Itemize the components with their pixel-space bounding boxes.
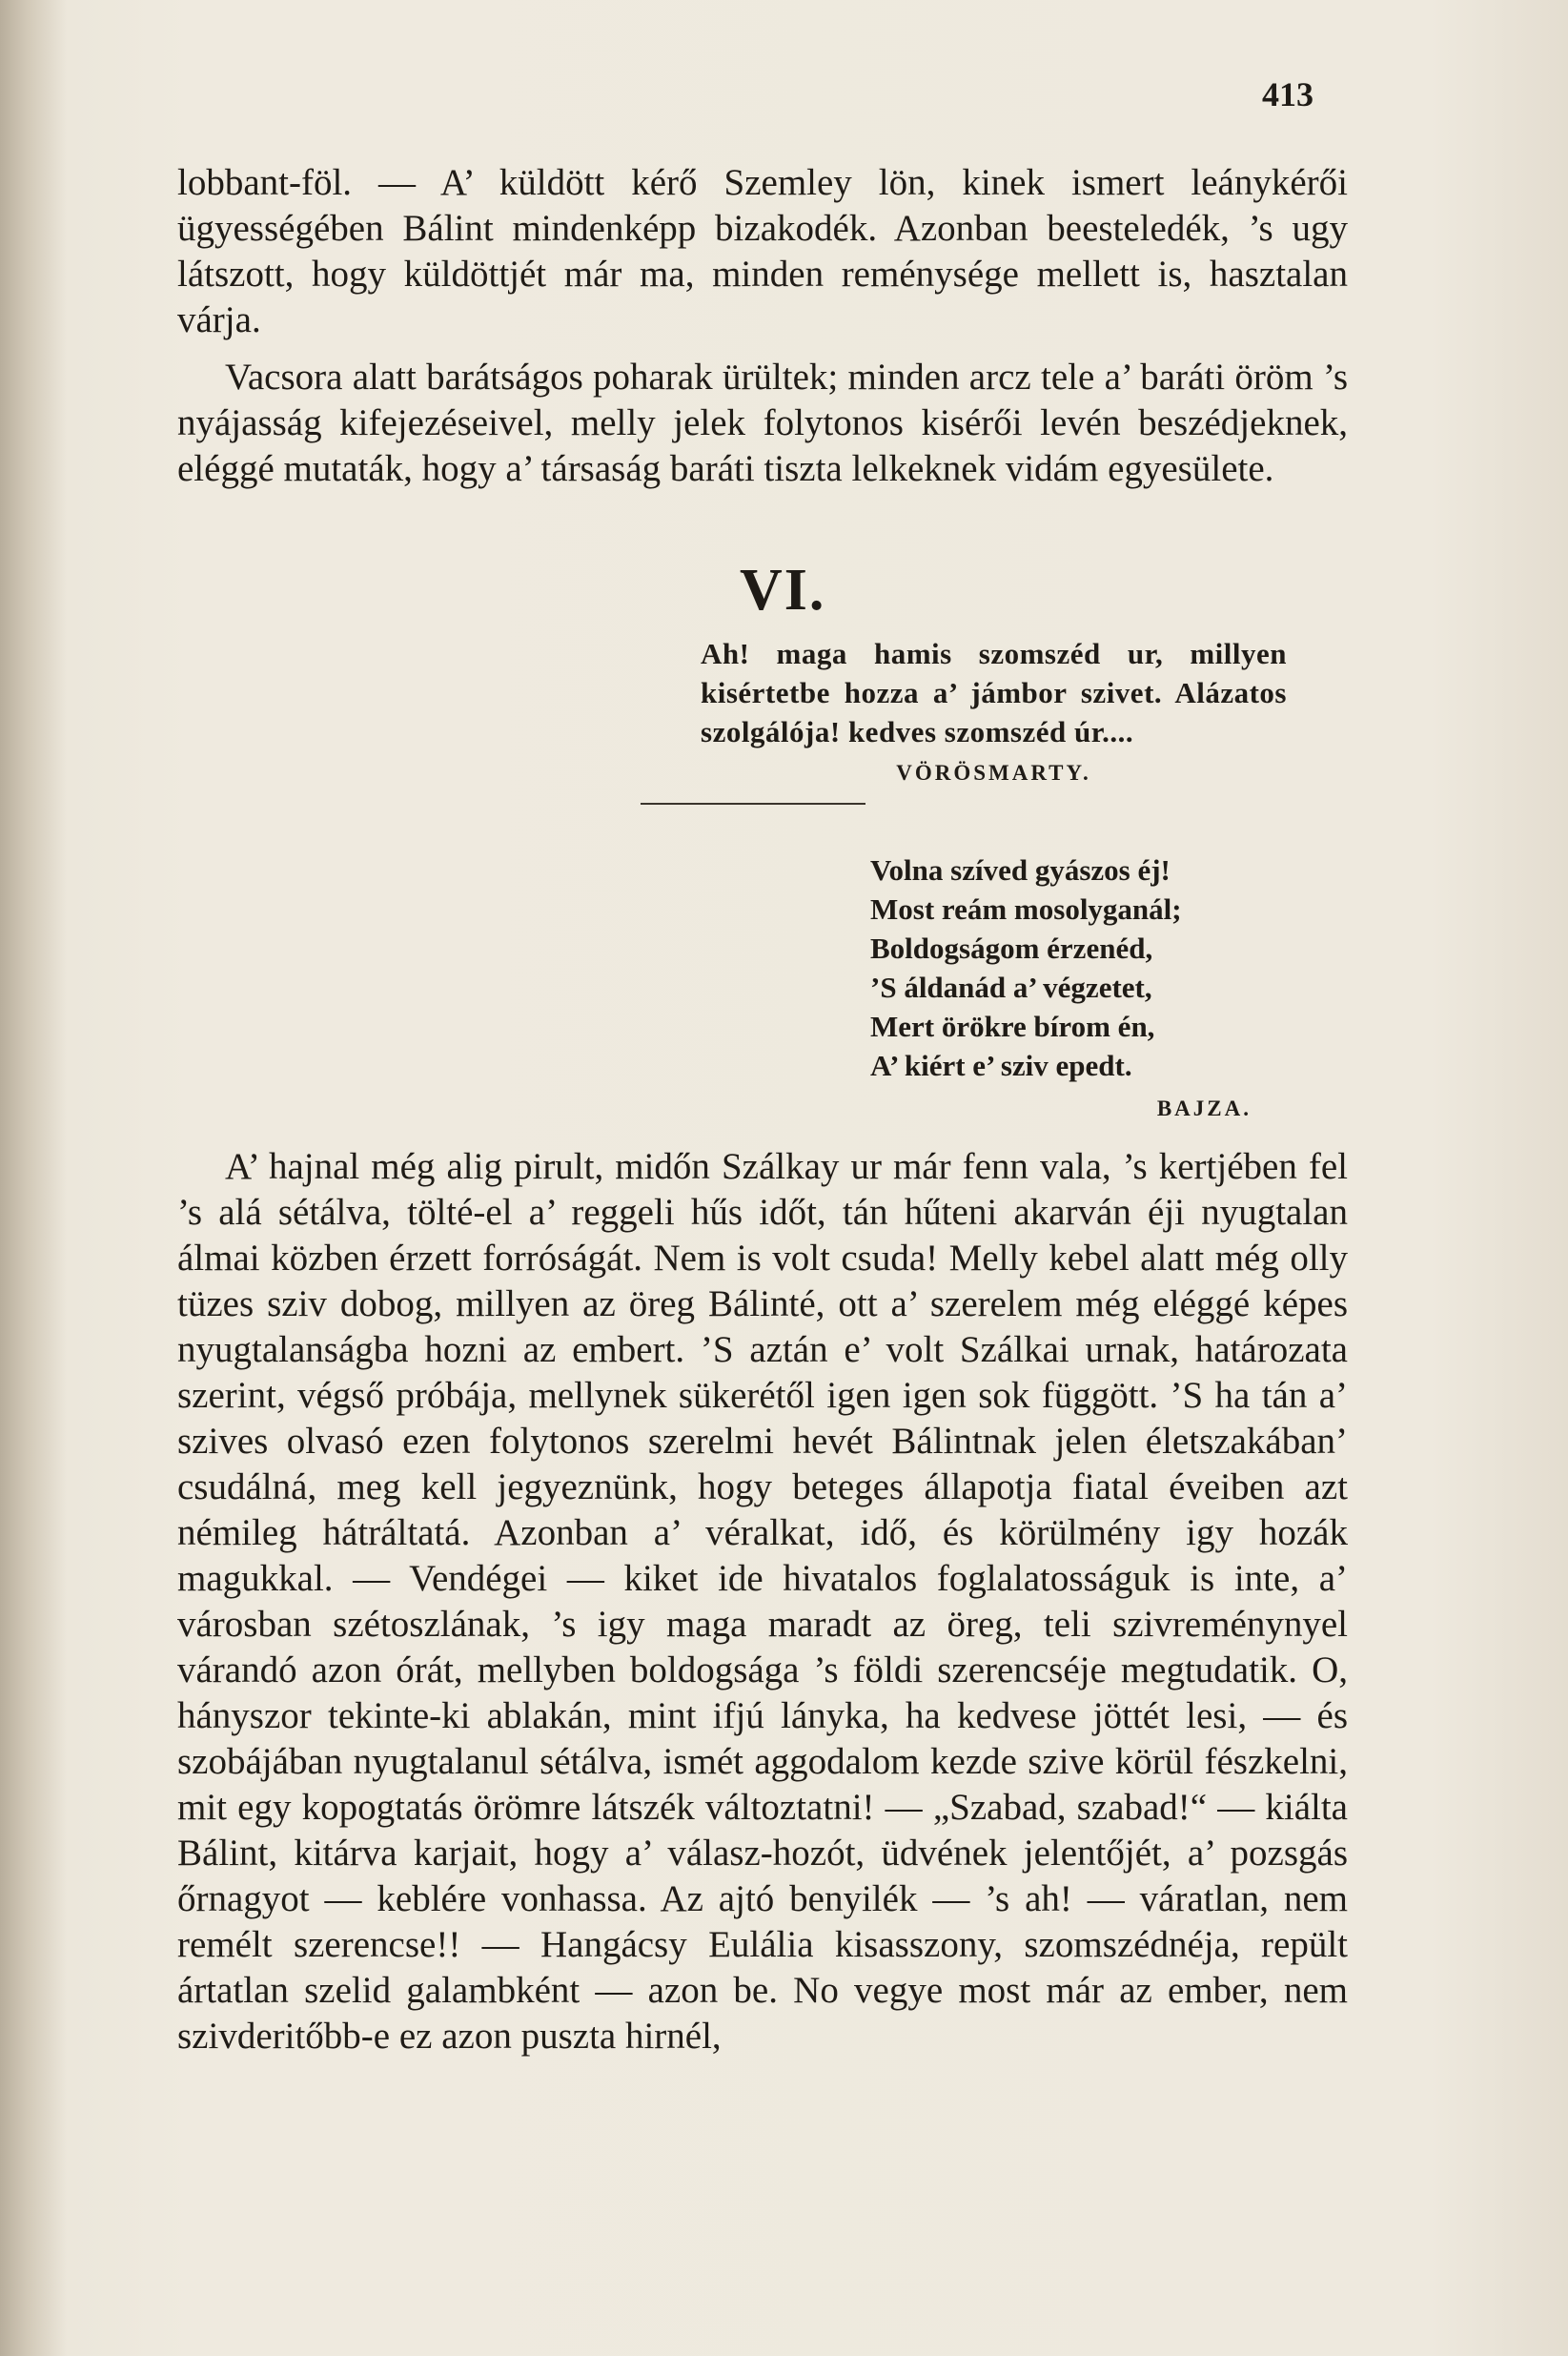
poem-quote [870, 850, 1271, 1128]
paragraph-1-text: lobbant-föl. — A’ küldött kérő Szemley lön, kinek ismert leánykérői ügyességében Bálint mindenképp bizakodék. Azonban beesteledék, ’s ugy látszott, hogy küldöttjét már ma, minden reménysége mellett is, hasztalan várja. [177, 162, 1348, 340]
paragraph-2-text: Vacsora alatt barátságos poharak ürültek; minden arcz tele a’ baráti öröm ’s nyájasság kifejezéseivel, melly jelek folytonos kisérői levén beszédjeknek, eléggé mutaták, hogy a’ társaság baráti tiszta lelkeknek vidám egyesülete. [177, 357, 1348, 489]
poem-line: Most reám mosolyganál; [870, 892, 1182, 926]
poem-line: ’S áldanád a’ végzetet, [870, 971, 1152, 1004]
page-binding-shadow [0, 0, 67, 2356]
epigraph-text: Ah! maga hamis szomszéd ur, millyen kisértetbe hozza a’ jámbor szivet. Alázatos szolgálója! kedves szomszéd úr.... [701, 637, 1287, 748]
poem-line: A’ kiért e’ sziv epedt. [870, 1049, 1132, 1082]
paragraph-1 [177, 160, 1348, 343]
chapter-heading: VI. [740, 558, 826, 623]
paragraph-3 [177, 1144, 1348, 2059]
page-number: 413 [1262, 75, 1313, 113]
epigraph-author: VÖRÖSMARTY. [896, 761, 1091, 785]
poem-line: Volna szíved gyászos éj! [870, 853, 1171, 887]
divider-rule [641, 803, 865, 805]
paragraph-2 [177, 355, 1348, 492]
poem-author: BAJZA. [1156, 1096, 1252, 1120]
poem-line: Mert örökre bírom én, [870, 1010, 1155, 1043]
paragraph-3-text: A’ hajnal még alig pirult, midőn Szálkay ur már fenn vala, ’s kertjében fel ’s alá sétálva, tölté-el a’ reggeli hűs időt, tán hűteni akarván éji nyugtalan álmai közben érzett forróságát. Nem is volt csuda! Melly kebel alatt még olly tüzes sziv dobog, millyen az öreg Bálinté, ott a’ szerelem még eléggé képes nyugtalanságba hozni az embert. ’S aztán e’ volt Szálkai urnak, határozata szerint, végső próbája, mellynek sükerétől igen igen sok függött. ’S ha tán a’ szives olvasó ezen folytonos szerelmi hevét Bálintnak jelen életszakában’ csudálná, meg kell jegyeznünk, hogy beteges állapotja fiatal éveiben azt némileg hátráltatá. Azonban a’ véralkat, idő, és körülmény igy hozák magukkal. — Vendégei — kiket ide hivatalos foglalatosságuk is inte, a’ városban szétoszlának, ’s igy maga maradt az öreg, teli szivreménynyel várandó azon órát, mellyben boldogsága ’s földi szerencséje megtudatik. O, hányszor tekinte-ki ablakán, mint ifjú lányka, ha kedvese jöttét lesi, — és szobájában nyugtalanul sétálva, ismét aggodalom kezde szive körül fészkelni, mit egy kopogtatás örömre látszék változtatni! — „Szabad, szabad!“ — kiálta Bálint, kitárva karjait, hogy a’ válasz-hozót, üdvének jelentőjét, a’ pozsgás őrnagyot — keblére vonhassa. Az ajtó benyilék — ’s ah! — váratlan, nem remélt szerencse!! — Hangácsy Eulália kisasszony, szomszédnéja, repült ártatlan szelid galambként — azon be. No vegye most már az ember, nem szivderitőbb-e ez azon puszta hirnél, [177, 1146, 1348, 2057]
poem-line: Boldogságom érzenéd, [870, 932, 1153, 965]
epigraph [701, 634, 1287, 792]
